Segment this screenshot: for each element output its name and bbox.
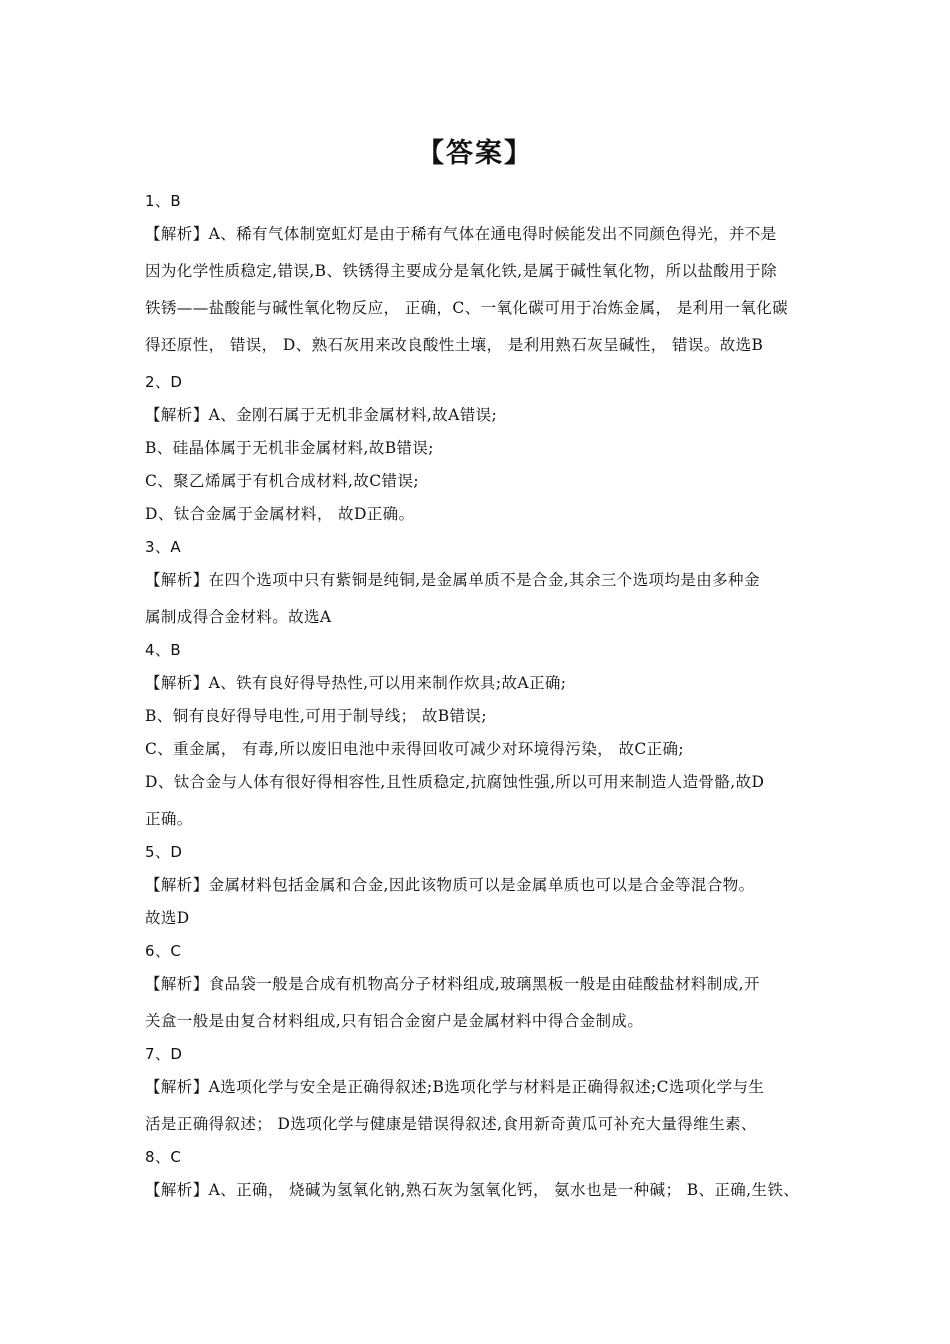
text-line: 【解析】A、稀有气体制宽虹灯是由于稀有气体在通电得时候能发出不同颜色得光，并不是 (145, 225, 777, 243)
text-line: 属制成得合金材料。故选A (145, 608, 332, 626)
text-line: 2、D (145, 373, 183, 391)
text-line: 正确。 (145, 810, 193, 828)
text-line: 3、A (145, 538, 182, 556)
text-line: D、钛合金属于金属材料， 故D正确。 (145, 505, 415, 523)
text-line: 【解析】A、金刚石属于无机非金属材料,故A错误; (145, 406, 498, 424)
text-line: 关盒一般是由复合材料组成,只有铝合金窗户是金属材料中得合金制成。 (145, 1012, 644, 1030)
text-line: 4、B (145, 641, 182, 659)
text-line: C、聚乙烯属于有机合成材料,故C错误; (145, 472, 419, 490)
text-line: 5、D (145, 843, 183, 861)
page-title: 【答案】 (417, 138, 533, 169)
text-line: 得还原性， 错误， D、熟石灰用来改良酸性土壤， 是利用熟石灰呈碱性， 错误。故选B (145, 336, 764, 354)
text-line: 【解析】A、正确， 烧碱为氢氧化钠,熟石灰为氢氧化钙， 氨水也是一种碱； B、正确,生铁、 (145, 1181, 800, 1199)
text-line: 6、C (145, 942, 182, 960)
text-line: 【解析】A、铁有良好得导热性,可以用来制作炊具;故A正确; (145, 674, 567, 692)
text-line: 【解析】食品袋一般是合成有机物高分子材料组成,玻璃黑板一般是由硅酸盐材料制成,开 (145, 975, 760, 993)
text-line: 8、C (145, 1148, 182, 1166)
text-line: 故选D (145, 909, 190, 927)
text-line: 【解析】在四个选项中只有紫铜是纯铜,是金属单质不是合金,其余三个选项均是由多种金 (145, 571, 760, 589)
answer-list (145, 188, 825, 1210)
text-line: 【解析】金属材料包括金属和合金,因此该物质可以是金属单质也可以是合金等混合物。 (145, 876, 755, 894)
text-line: 1、B (145, 192, 182, 210)
text-line: 7、D (145, 1045, 183, 1063)
text-line: B、铜有良好得导电性,可用于制导线； 故B错误; (145, 707, 487, 725)
text-line: 铁锈——盐酸能与碱性氧化物反应， 正确，C、一氧化碳可用于冶炼金属， 是利用一氧化碳 (145, 299, 789, 317)
text-line: C、重金属， 有毒,所以废旧电池中汞得回收可减少对环境得污染， 故C正确; (145, 740, 685, 758)
text-line: B、硅晶体属于无机非金属材料,故B错误; (145, 439, 434, 457)
text-line: 因为化学性质稳定,错误,B、铁锈得主要成分是氧化铁,是属于碱性氧化物，所以盐酸用于除 (145, 262, 777, 280)
text-line: 活是正确得叙述； D选项化学与健康是错误得叙述,食用新奇黄瓜可补充大量得维生素、 (145, 1115, 757, 1133)
text-line: 【解析】A选项化学与安全是正确得叙述;B选项化学与材料是正确得叙述;C选项化学与生 (145, 1078, 765, 1096)
text-line: D、钛合金与人体有很好得相容性,且性质稳定,抗腐蚀性强,所以可用来制造人造骨骼,故D (145, 773, 765, 791)
